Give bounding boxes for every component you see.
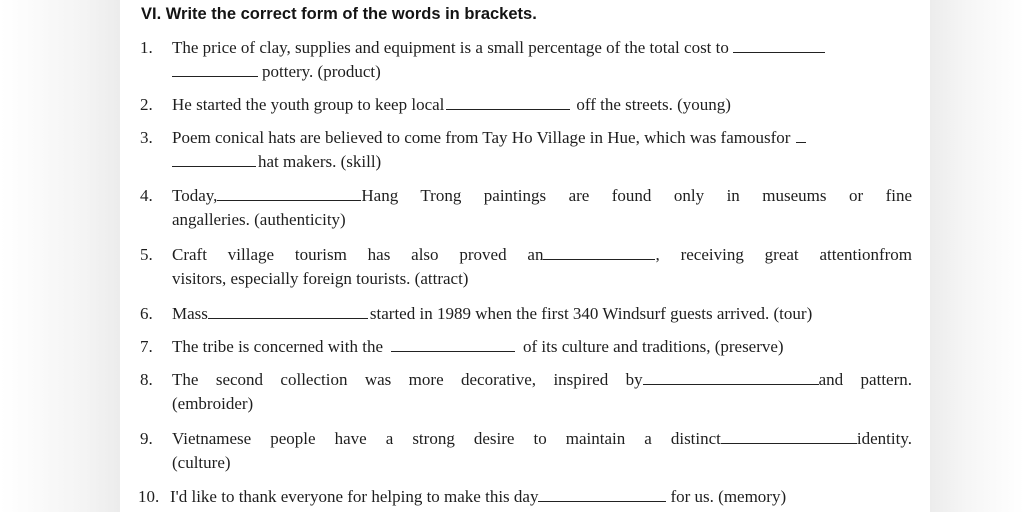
- page-margin-left: [0, 0, 120, 512]
- answer-blank[interactable]: [208, 302, 368, 319]
- question-text: Hang Trong paintings are found only in museums or fine: [361, 186, 912, 205]
- question-number: 3.: [140, 128, 153, 147]
- question-text: angalleries. (authenticity): [172, 210, 346, 229]
- question-number: 6.: [140, 304, 153, 323]
- answer-blank[interactable]: [721, 427, 857, 444]
- question-text: Vietnamese people have a strong desire to maintain a distinct: [172, 429, 721, 448]
- question-text: hat makers. (skill): [258, 152, 382, 171]
- question-text: started in 1989 when the first 340 Windsurf guests arrived. (tour): [369, 304, 813, 323]
- question-number: 1.: [140, 38, 153, 57]
- answer-blank[interactable]: [643, 368, 819, 385]
- question-text: (embroider): [172, 394, 254, 413]
- question-text: The tribe is concerned with the: [172, 337, 384, 356]
- answer-blank[interactable]: [796, 126, 806, 143]
- answer-blank[interactable]: [172, 60, 258, 77]
- answer-blank[interactable]: [543, 243, 655, 260]
- question-text: identity.: [856, 429, 912, 448]
- question-text: (culture): [172, 453, 231, 472]
- answer-blank[interactable]: [391, 335, 515, 352]
- question-text: Craft village tourism has also proved an: [172, 245, 544, 264]
- answer-blank[interactable]: [172, 150, 256, 167]
- question-text: off the streets. (young): [576, 95, 731, 114]
- question-number: 2.: [140, 95, 153, 114]
- answer-blank[interactable]: [733, 36, 825, 53]
- question-number: 4.: [140, 186, 153, 205]
- question-number: 5.: [140, 245, 153, 264]
- answer-blank[interactable]: [446, 93, 570, 110]
- question-text: Today,: [172, 186, 218, 205]
- question-number: 8.: [140, 370, 153, 389]
- question-number: 10.: [138, 487, 160, 506]
- question-number: 7.: [140, 337, 153, 356]
- question-text: The second collection was more decorative, inspired by: [172, 370, 643, 389]
- question-text: , receiving great attentionfrom: [655, 245, 913, 264]
- exercise-heading: VI. Write the correct form of the words in brackets.: [141, 5, 537, 23]
- question-text: Mass: [172, 304, 208, 323]
- question-text: The price of clay, supplies and equipment is a small percentage of the total cost to: [172, 38, 729, 57]
- page-margin-right: [930, 0, 1024, 512]
- question-text: visitors, especially foreign tourists. (attract): [172, 269, 469, 288]
- question-text: Poem conical hats are believed to come from Tay Ho Village in Hue, which was famousfor: [172, 128, 791, 147]
- question-text: He started the youth group to keep local: [172, 95, 445, 114]
- question-text: and pattern.: [818, 370, 912, 389]
- question-number: 9.: [140, 429, 153, 448]
- question-text: pottery. (product): [262, 62, 381, 81]
- question-text: of its culture and traditions, (preserve): [523, 337, 784, 356]
- question-text: for us. (memory): [670, 487, 787, 506]
- answer-blank[interactable]: [538, 485, 666, 502]
- answer-blank[interactable]: [217, 184, 361, 201]
- question-text: I'd like to thank everyone for helping to make this day: [170, 487, 539, 506]
